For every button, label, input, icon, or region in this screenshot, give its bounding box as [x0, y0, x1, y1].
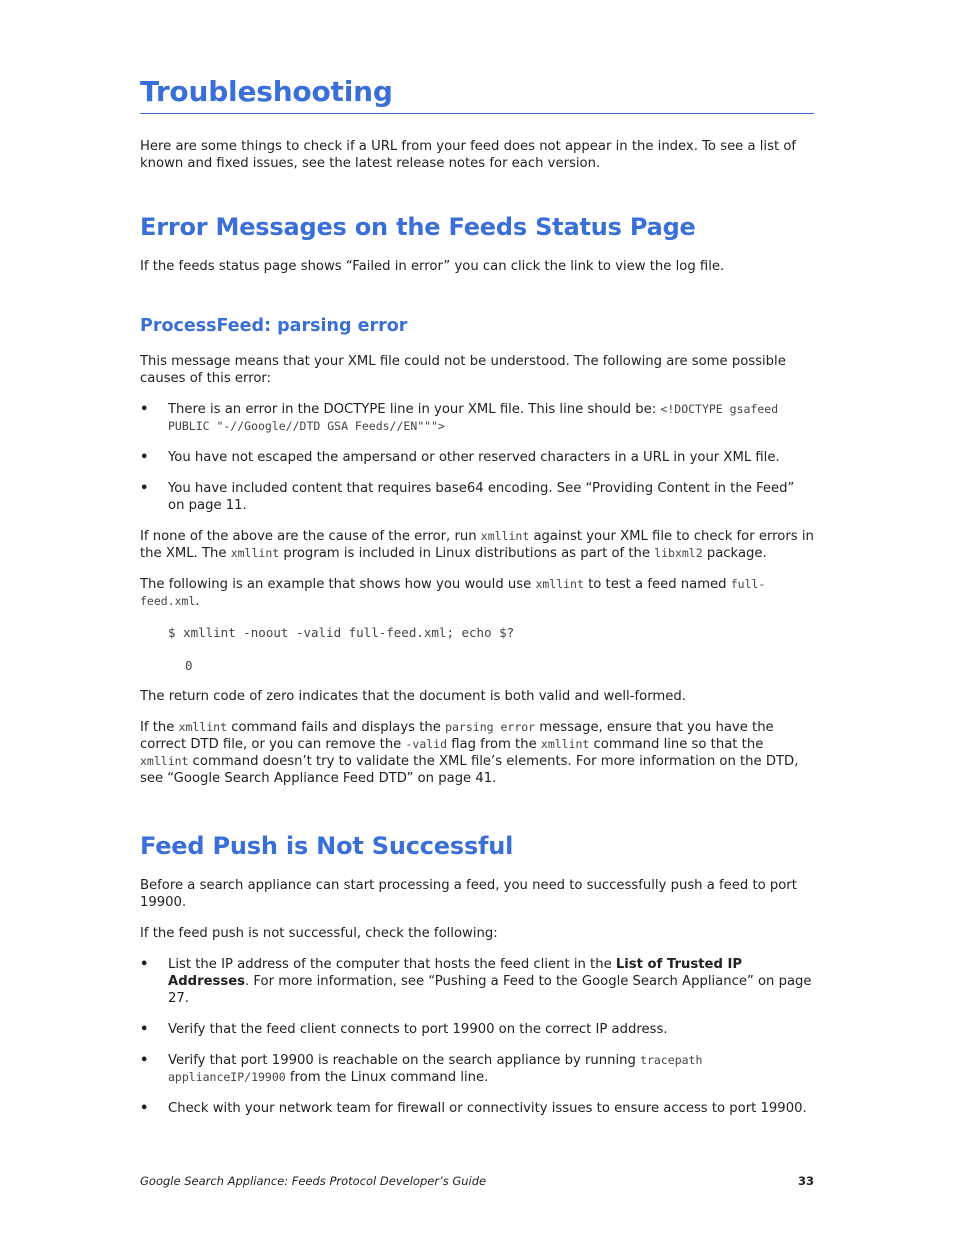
example-intro-paragraph	[140, 576, 814, 610]
text-run: program is included in Linux distributions as part of the	[279, 546, 655, 561]
page-title: Troubleshooting	[140, 75, 814, 114]
inline-code: xmllint	[140, 754, 189, 768]
bullet-icon: •	[140, 450, 149, 465]
feeds-status-paragraph: If the feeds status page shows “Failed in error” you can click the link to view the log file.	[140, 259, 725, 274]
text-run: If none of the above are the cause of the error, run	[140, 529, 481, 544]
page-footer	[140, 1173, 814, 1188]
list-item	[140, 956, 814, 1007]
bullet-text: There is an error in the DOCTYPE line in your XML file. This line should be:	[168, 402, 661, 417]
text-run: against your XML file to check for errors in the XML. The	[140, 529, 814, 561]
return-code-paragraph: The return code of zero indicates that the document is both valid and well-formed.	[140, 689, 686, 704]
bullet-icon: •	[140, 1101, 149, 1116]
bullet-icon: •	[140, 1053, 149, 1068]
list-item	[140, 449, 814, 466]
list-item	[140, 1021, 814, 1038]
inline-code: xmllint	[178, 720, 228, 734]
bullet-text: Check with your network team for firewall or connectivity issues to ensure access to port 19900.	[168, 1101, 807, 1116]
bullet-icon: •	[140, 402, 149, 417]
inline-code: xmllint	[540, 737, 590, 751]
bullet-text: You have included content that requires base64 encoding. See “Providing Content in the Feed” on page 11.	[168, 481, 795, 513]
code-command: $ xmllint -noout -valid full-feed.xml; echo $?	[168, 625, 515, 640]
inline-code: xmllint	[535, 577, 584, 591]
inline-code: xmllint	[480, 529, 530, 543]
text-run: .	[195, 594, 200, 609]
text-run: . For more information, see “Pushing a Feed to the Google Search Appliance” on page 27.	[168, 974, 812, 1006]
list-item	[140, 1100, 814, 1117]
text-run: from the Linux command line.	[285, 1070, 489, 1085]
doctype-code: <!DOCTYPE gsafeed PUBLIC "-//Google//DTD GSA Feeds//EN""">	[168, 402, 779, 433]
bullet-icon: •	[140, 957, 149, 972]
section-heading-feed-push: Feed Push is Not Successful	[140, 832, 514, 860]
bullet-icon: •	[140, 481, 149, 496]
text-run: message, ensure that you have the correct DTD file, or you can remove the	[140, 720, 774, 752]
text-run: If the	[140, 720, 179, 735]
text-run: package.	[702, 546, 767, 561]
xmllint-paragraph	[140, 528, 814, 562]
inline-code: xmllint	[230, 546, 280, 560]
feed-push-check-intro: If the feed push is not successful, check the following:	[140, 926, 498, 941]
inline-code: -valid	[405, 737, 448, 751]
text-run: to test a feed named	[583, 577, 731, 592]
text-run: List the IP address of the computer that hosts the feed client in the	[168, 957, 616, 972]
footer-document-title: Google Search Appliance: Feeds Protocol Developer’s Guide	[140, 1174, 487, 1188]
text-run: command doesn’t try to validate the XML file’s elements. For more information on the DTD, see “Google Search Appliance Feed DTD” on page 41.	[140, 754, 799, 786]
subsection-heading-parsing-error: ProcessFeed: parsing error	[140, 316, 408, 336]
inline-code: tracepath applianceIP/19900	[168, 1053, 703, 1084]
xmllint-fails-paragraph	[140, 719, 814, 787]
inline-code: libxml2	[654, 546, 703, 560]
bold-text: List of Trusted IP Addresses	[168, 957, 743, 989]
text-run: command line so that the	[589, 737, 764, 752]
bullet-text: Verify that the feed client connects to port 19900 on the correct IP address.	[168, 1022, 668, 1037]
intro-paragraph: Here are some things to check if a URL from your feed does not appear in the index. To see a list of known and fixed issues, see the latest release notes for each version.	[140, 139, 797, 171]
inline-code: parsing error	[445, 720, 536, 734]
page-number: 33	[797, 1174, 814, 1188]
text-run: Verify that port 19900 is reachable on the search appliance by running	[168, 1053, 641, 1068]
text-run: The following is an example that shows how you would use	[140, 577, 536, 592]
section-heading-error-messages: Error Messages on the Feeds Status Page	[140, 213, 696, 241]
feed-push-intro: Before a search appliance can start processing a feed, you need to successfully push a feed to port 19900.	[140, 878, 797, 910]
bullet-text: You have not escaped the ampersand or other reserved characters in a URL in your XML file.	[168, 450, 780, 465]
text-run: command fails and displays the	[227, 720, 446, 735]
parsing-error-description: This message means that your XML file could not be understood. The following are some possible causes of this error:	[140, 354, 786, 386]
text-run: flag from the	[447, 737, 541, 752]
list-item	[140, 1052, 814, 1086]
list-item	[140, 401, 814, 435]
bullet-icon: •	[140, 1022, 149, 1037]
page-content	[140, 70, 814, 1117]
inline-code: full-feed.xml	[140, 577, 766, 608]
list-item	[140, 480, 814, 514]
code-output: 0	[185, 658, 193, 673]
parsing-error-causes-list	[140, 401, 814, 514]
feed-push-checks-list	[140, 956, 814, 1117]
